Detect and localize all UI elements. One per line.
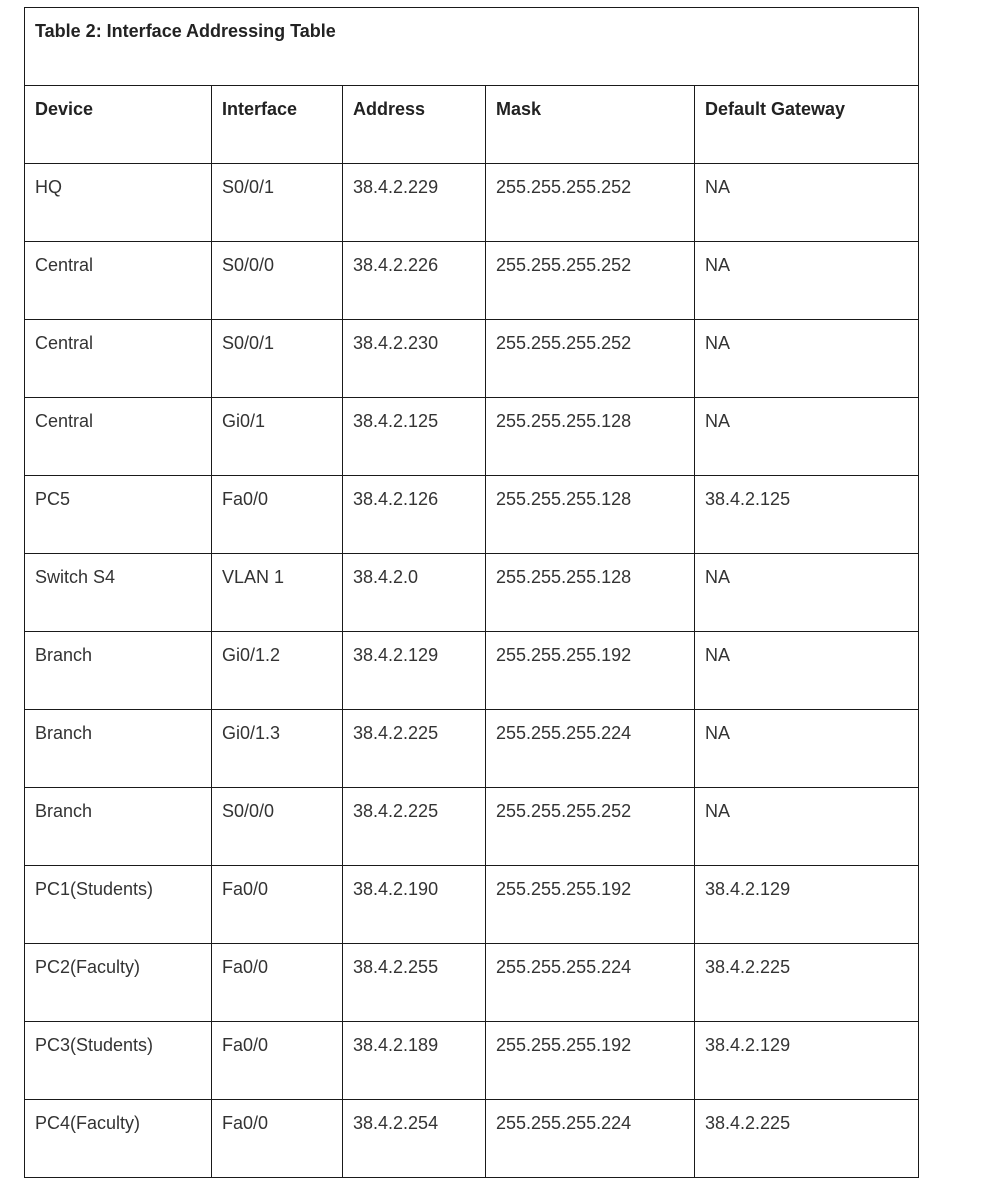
gateway-cell: 38.4.2.125 — [695, 476, 919, 554]
mask-cell: 255.255.255.128 — [486, 554, 695, 632]
mask-cell: 255.255.255.192 — [486, 1022, 695, 1100]
mask-cell: 255.255.255.224 — [486, 1100, 695, 1178]
interface-cell: S0/0/1 — [212, 164, 343, 242]
address-cell: 38.4.2.189 — [343, 1022, 486, 1100]
column-header-interface: Interface — [212, 86, 343, 164]
address-cell: 38.4.2.230 — [343, 320, 486, 398]
address-cell: 38.4.2.0 — [343, 554, 486, 632]
interface-cell: VLAN 1 — [212, 554, 343, 632]
interface-cell: Fa0/0 — [212, 1100, 343, 1178]
interface-cell: Fa0/0 — [212, 866, 343, 944]
interface-cell: Fa0/0 — [212, 476, 343, 554]
mask-cell: 255.255.255.128 — [486, 398, 695, 476]
device-cell: PC2(Faculty) — [25, 944, 212, 1022]
mask-cell: 255.255.255.252 — [486, 320, 695, 398]
table-row — [25, 866, 919, 944]
table-body — [25, 164, 919, 1178]
column-header-default-gateway: Default Gateway — [695, 86, 919, 164]
interface-cell: S0/0/0 — [212, 242, 343, 320]
table-row — [25, 476, 919, 554]
address-cell: 38.4.2.255 — [343, 944, 486, 1022]
mask-cell: 255.255.255.252 — [486, 788, 695, 866]
table-row — [25, 164, 919, 242]
address-cell: 38.4.2.254 — [343, 1100, 486, 1178]
gateway-cell: 38.4.2.129 — [695, 866, 919, 944]
table-row — [25, 242, 919, 320]
interface-cell: S0/0/1 — [212, 320, 343, 398]
mask-cell: 255.255.255.224 — [486, 710, 695, 788]
column-header-address: Address — [343, 86, 486, 164]
interface-cell: Gi0/1.3 — [212, 710, 343, 788]
device-cell: PC1(Students) — [25, 866, 212, 944]
gateway-cell: NA — [695, 164, 919, 242]
table-row — [25, 1100, 919, 1178]
address-cell: 38.4.2.226 — [343, 242, 486, 320]
device-cell: PC4(Faculty) — [25, 1100, 212, 1178]
table-caption-row — [25, 8, 919, 86]
column-header-device: Device — [25, 86, 212, 164]
gateway-cell: NA — [695, 320, 919, 398]
table-row — [25, 710, 919, 788]
gateway-cell: 38.4.2.225 — [695, 944, 919, 1022]
mask-cell: 255.255.255.128 — [486, 476, 695, 554]
addressing-table-container — [24, 7, 918, 1178]
device-cell: PC5 — [25, 476, 212, 554]
interface-cell: Fa0/0 — [212, 1022, 343, 1100]
gateway-cell: NA — [695, 398, 919, 476]
address-cell: 38.4.2.190 — [343, 866, 486, 944]
address-cell: 38.4.2.225 — [343, 788, 486, 866]
device-cell: Switch S4 — [25, 554, 212, 632]
address-cell: 38.4.2.125 — [343, 398, 486, 476]
device-cell: Branch — [25, 710, 212, 788]
table-row — [25, 320, 919, 398]
interface-cell: Gi0/1.2 — [212, 632, 343, 710]
device-cell: Branch — [25, 788, 212, 866]
table-row — [25, 398, 919, 476]
gateway-cell: NA — [695, 632, 919, 710]
table-row — [25, 944, 919, 1022]
table-row — [25, 554, 919, 632]
interface-cell: Fa0/0 — [212, 944, 343, 1022]
mask-cell: 255.255.255.252 — [486, 164, 695, 242]
mask-cell: 255.255.255.192 — [486, 866, 695, 944]
address-cell: 38.4.2.126 — [343, 476, 486, 554]
gateway-cell: 38.4.2.129 — [695, 1022, 919, 1100]
device-cell: Branch — [25, 632, 212, 710]
column-header-mask: Mask — [486, 86, 695, 164]
gateway-cell: NA — [695, 242, 919, 320]
mask-cell: 255.255.255.192 — [486, 632, 695, 710]
address-cell: 38.4.2.129 — [343, 632, 486, 710]
interface-cell: Gi0/1 — [212, 398, 343, 476]
device-cell: Central — [25, 320, 212, 398]
device-cell: Central — [25, 398, 212, 476]
gateway-cell: NA — [695, 788, 919, 866]
gateway-cell: NA — [695, 554, 919, 632]
device-cell: PC3(Students) — [25, 1022, 212, 1100]
table-row — [25, 632, 919, 710]
interface-addressing-table — [24, 7, 919, 1178]
table-title: Table 2: Interface Addressing Table — [25, 8, 919, 86]
mask-cell: 255.255.255.252 — [486, 242, 695, 320]
address-cell: 38.4.2.225 — [343, 710, 486, 788]
table-row — [25, 1022, 919, 1100]
interface-cell: S0/0/0 — [212, 788, 343, 866]
address-cell: 38.4.2.229 — [343, 164, 486, 242]
gateway-cell: 38.4.2.225 — [695, 1100, 919, 1178]
mask-cell: 255.255.255.224 — [486, 944, 695, 1022]
gateway-cell: NA — [695, 710, 919, 788]
table-row — [25, 788, 919, 866]
table-header-row — [25, 86, 919, 164]
device-cell: Central — [25, 242, 212, 320]
device-cell: HQ — [25, 164, 212, 242]
